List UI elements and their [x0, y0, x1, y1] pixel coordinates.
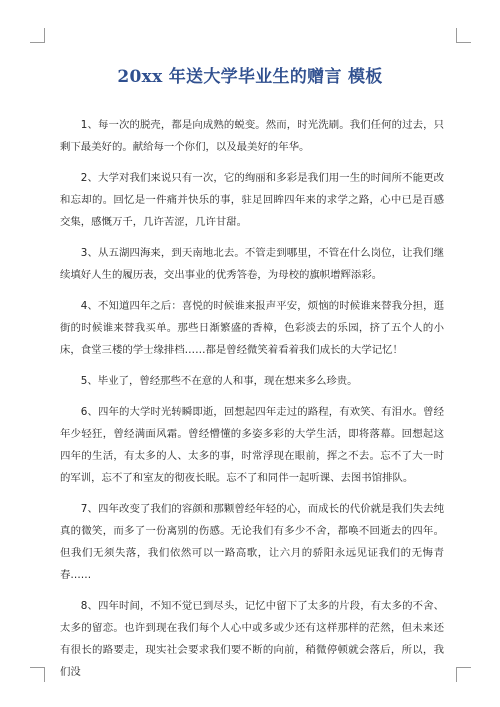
paragraph-4: 4、不知道四年之后：喜悦的时候谁来报声平安，烦恼的时候谁来替我分担，逛街的时候谁来替我买单。那些日渐繁盛的香樟，色彩淡去的乐园，挤了五个人的小床，食堂三楼的学士缘排档……都是曾经微笑着看着我们成长的大学记忆！	[60, 300, 444, 356]
document-title: 20xx 年送大学毕业生的赠言 模板	[117, 67, 383, 87]
page-corner-mark-bottom-left	[30, 667, 45, 682]
paragraph-2: 2、大学对我们来说只有一次，它的绚丽和多彩是我们用一生的时间所不能更改和忘却的。回忆是一件痛并快乐的事，驻足回眸四年来的求学之路，心中已是百感交集，感慨万千，几许苦涩，几许甘甜。	[60, 172, 444, 228]
paragraph-1: 1、每一次的脱壳，都是向成熟的蜕变。然而，时光洗刷。我们任何的过去，只剩下最美好的。献给每一个你们，以及最美好的年华。	[60, 119, 444, 153]
page-corner-mark-top-left	[30, 28, 45, 43]
paragraph-7: 7、四年改变了我们的容颜和那颗曾经年轻的心，而成长的代价就是我们失去纯真的微笑，而多了一份离别的伤感。无论我们有多少不舍，都唤不回逝去的四年。但我们无须失落，我们依然可以一路高歌，让六月的骄阳永远见证我们的无悔青春……	[60, 503, 444, 581]
paragraph-8: 8、四年时间，不知不觉已到尽头，记忆中留下了太多的片段，有太多的不舍、太多的留恋。也许到现在我们每个人心中或多或少还有这样那样的茫然，但未来还有很长的路要走，现实社会要求我们要不断的向前，稍微停顿就会落后，所以，我们没	[60, 600, 444, 678]
page-corner-mark-bottom-right	[456, 667, 471, 682]
page-corner-mark-top-right	[456, 28, 471, 43]
paragraph-5: 5、毕业了，曾经那些不在意的人和事，现在想来多么珍贵。	[80, 375, 358, 387]
document-body	[60, 114, 444, 692]
paragraph-6: 6、四年的大学时光转瞬即逝，回想起四年走过的路程，有欢笑、有泪水。曾经年少轻狂，曾经满面风霜。曾经懵懂的多姿多彩的大学生活，即将落幕。回想起这四年的生活，有太多的人、太多的事，时常浮现在眼前，挥之不去。忘不了大一时的军训，忘不了和室友的彻夜长眠。忘不了和同伴一起听课、去图书馆排队。	[60, 406, 444, 484]
paragraph-3: 3、从五湖四海来，到天南地北去。不管走到哪里，不管在什么岗位，让我们继续填好人生的履历表，交出事业的优秀答卷，为母校的旗帜增辉添彩。	[60, 247, 444, 281]
